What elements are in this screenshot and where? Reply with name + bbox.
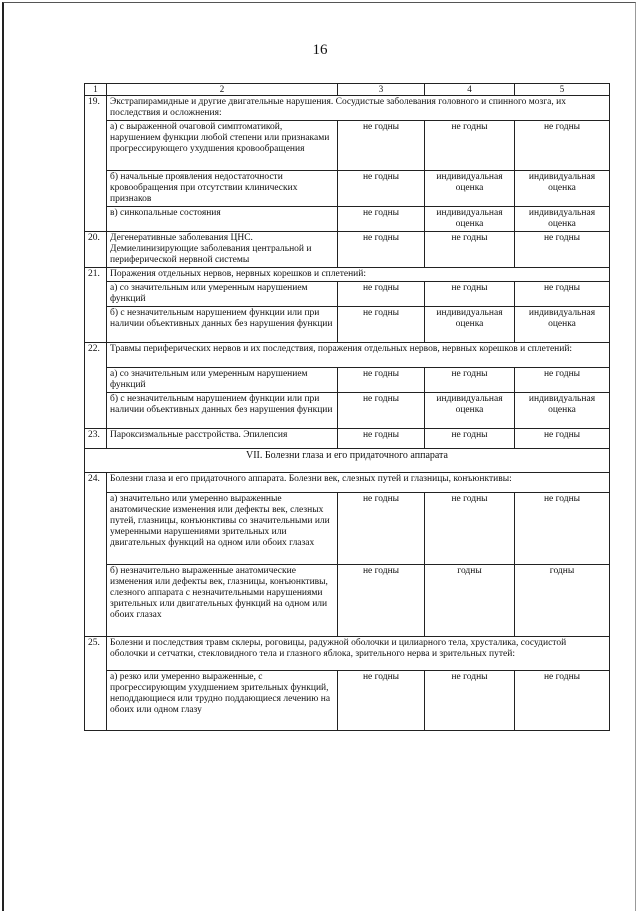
group-title: Болезни глаза и его придаточного аппарата. Болезни век, слезных путей и глазницы, конъюнктивы:	[107, 473, 610, 493]
row-number: 25.	[85, 637, 107, 731]
verdict-cell: не годны	[338, 429, 425, 449]
header-row	[85, 84, 610, 96]
group-title: Болезни и последствия травм склеры, роговицы, радужной оболочки и цилиарного тела, хрусталика, сосудистой оболочки и сетчатки, стекловидного тела и глазного яблока, зрительного нерва и зрительных путей:	[107, 637, 610, 671]
condition-text: а) с выраженной очаговой симптоматикой, нарушением функции любой степени или признаками прогрессирующего ухудшения кровообращения	[107, 121, 338, 171]
verdict-cell: индивидуальная оценка	[515, 393, 610, 429]
verdict-cell: не годны	[338, 393, 425, 429]
condition-text: б) с незначительным нарушением функции или при наличии объективных данных без нарушения функции	[107, 307, 338, 343]
column-header: 2	[107, 84, 338, 96]
condition-text: б) с незначительным нарушением функции или при наличии объективных данных без нарушения функции	[107, 393, 338, 429]
group-title-row	[85, 268, 610, 282]
column-header: 3	[338, 84, 425, 96]
verdict-cell: не годны	[515, 368, 610, 393]
column-header: 5	[515, 84, 610, 96]
group-title-row	[85, 96, 610, 121]
verdict-cell: не годны	[425, 493, 515, 565]
table-row	[85, 393, 610, 429]
verdict-cell: индивидуальная оценка	[515, 307, 610, 343]
verdict-cell: не годны	[515, 121, 610, 171]
row-number: 20.	[85, 232, 107, 268]
page-number: 16	[312, 42, 328, 58]
row-number: 21.	[85, 268, 107, 343]
verdict-cell: индивидуальная оценка	[425, 307, 515, 343]
medical-fitness-table	[84, 83, 610, 731]
verdict-cell: не годны	[338, 493, 425, 565]
table-row	[85, 671, 610, 731]
table-row	[85, 121, 610, 171]
verdict-cell: индивидуальная оценка	[425, 393, 515, 429]
verdict-cell: не годны	[515, 232, 610, 268]
verdict-cell: не годны	[425, 232, 515, 268]
verdict-cell: не годны	[338, 565, 425, 637]
verdict-cell: не годны	[338, 307, 425, 343]
verdict-cell: не годны	[338, 171, 425, 207]
verdict-cell: не годны	[425, 429, 515, 449]
row-number: 24.	[85, 473, 107, 637]
verdict-cell: не годны	[338, 671, 425, 731]
verdict-cell: не годны	[425, 282, 515, 307]
row-number: 19.	[85, 96, 107, 232]
group-title: Травмы периферических нервов и их последствия, поражения отдельных нервов, нервных корешков и сплетений:	[107, 343, 610, 368]
verdict-cell: годны	[425, 565, 515, 637]
column-header: 4	[425, 84, 515, 96]
condition-text: б) незначительно выраженные анатомические изменения или дефекты век, глазницы, конъюнктивы, слезного аппарата с незначительными нарушениями зрительных или двигательных функций на одном или обоих глазах	[107, 565, 338, 637]
verdict-cell: не годны	[515, 671, 610, 731]
verdict-cell: индивидуальная оценка	[515, 171, 610, 207]
group-title-row	[85, 637, 610, 671]
verdict-cell: не годны	[338, 282, 425, 307]
table-row	[85, 307, 610, 343]
verdict-cell: индивидуальная оценка	[515, 207, 610, 232]
table-row	[85, 429, 610, 449]
group-title-row	[85, 343, 610, 368]
condition-text: а) со значительным или умеренным нарушением функций	[107, 282, 338, 307]
condition-text: а) со значительным или умеренным нарушением функций	[107, 368, 338, 393]
row-number: 22.	[85, 343, 107, 429]
table-row	[85, 368, 610, 393]
group-title-row	[85, 473, 610, 493]
table-row	[85, 207, 610, 232]
verdict-cell: не годны	[515, 429, 610, 449]
verdict-cell: не годны	[515, 493, 610, 565]
table-row	[85, 171, 610, 207]
section-title: VII. Болезни глаза и его придаточного аппарата	[85, 449, 610, 473]
condition-text: Дегенеративные заболевания ЦНС. Демиелинизирующие заболевания центральной и периферической нервной системы	[107, 232, 338, 268]
group-title: Экстрапирамидные и другие двигательные нарушения. Сосудистые заболевания головного и спинного мозга, их последствия и осложнения:	[107, 96, 610, 121]
verdict-cell: не годны	[515, 282, 610, 307]
condition-text: б) начальные проявления недостаточности кровообращения при отсутствии клинических признаков	[107, 171, 338, 207]
verdict-cell: не годны	[338, 207, 425, 232]
verdict-cell: годны	[515, 565, 610, 637]
verdict-cell: не годны	[425, 671, 515, 731]
verdict-cell: индивидуальная оценка	[425, 171, 515, 207]
table-row	[85, 282, 610, 307]
condition-text: Пароксизмальные расстройства. Эпилепсия	[107, 429, 338, 449]
row-number: 23.	[85, 429, 107, 449]
condition-text: в) синкопальные состояния	[107, 207, 338, 232]
table-row	[85, 565, 610, 637]
verdict-cell: не годны	[425, 368, 515, 393]
table-row	[85, 232, 610, 268]
condition-text: а) значительно или умеренно выраженные анатомические изменения или дефекты век, слезных путей, глазницы, конъюнктивы со значительными или умеренными нарушениями зрительных или двигательных функций на одном или обоих глазах	[107, 493, 338, 565]
group-title: Поражения отдельных нервов, нервных корешков и сплетений:	[107, 268, 610, 282]
table-row	[85, 493, 610, 565]
condition-text: а) резко или умеренно выраженные, с прогрессирующим ухудшением зрительных функций, неподдающиеся или трудно поддающиеся лечению на обоих или одном глазу	[107, 671, 338, 731]
verdict-cell: не годны	[338, 368, 425, 393]
verdict-cell: не годны	[338, 232, 425, 268]
verdict-cell: индивидуальная оценка	[425, 207, 515, 232]
verdict-cell: не годны	[338, 121, 425, 171]
column-header: 1	[85, 84, 107, 96]
verdict-cell: не годны	[425, 121, 515, 171]
section-row	[85, 449, 610, 473]
